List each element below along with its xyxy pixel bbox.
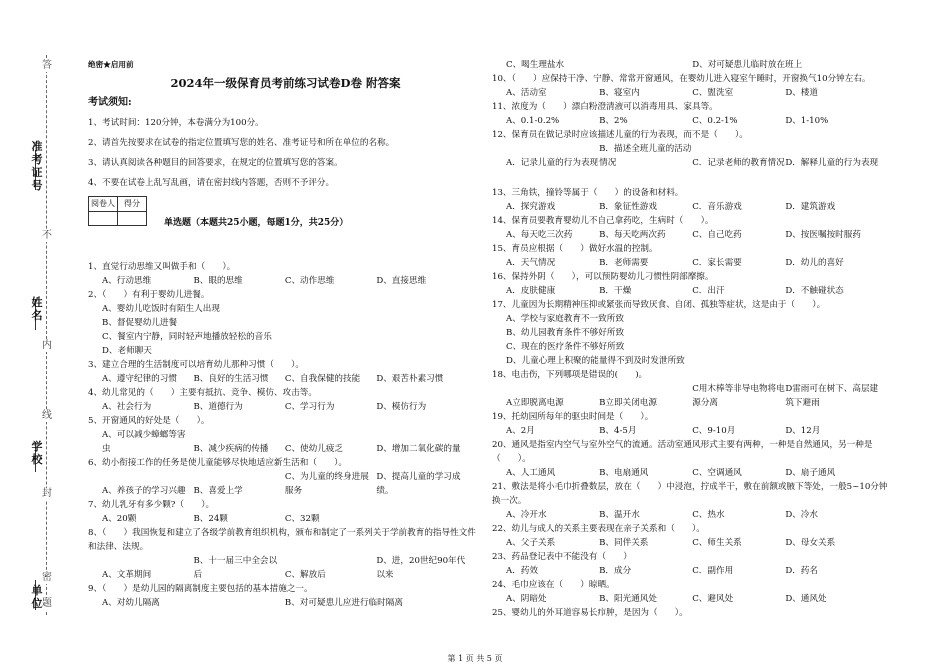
- option-text: D、对可疑患儿临时放在班上: [692, 60, 803, 70]
- option-text: D、进，20世纪90年代以来: [376, 556, 466, 580]
- option-text: A、阴暗处: [506, 594, 547, 604]
- option-text: D、模仿行为: [376, 402, 427, 412]
- question-item: [492, 438, 894, 480]
- option-group: [492, 284, 894, 298]
- option-text: B、眼的思维: [193, 276, 243, 286]
- option-text: B、4-5月: [599, 426, 637, 436]
- option-text: D雷雨可在树下、高层建筑下避雨: [785, 384, 879, 408]
- question-text: 11、浓度为（ ）漂白粉澄清液可以消毒用具、家具等。: [492, 102, 718, 112]
- right-column: [492, 58, 894, 620]
- option-text: A、文革期间: [102, 570, 152, 580]
- notice-heading: 考试须知:: [88, 97, 132, 108]
- option-text: C、32颗: [284, 514, 320, 524]
- secret-label: 绝密★启用前: [88, 60, 134, 69]
- notice-item: 4、不要在试卷上乱写乱画，请在密封线内答题，否则不予评分。: [88, 178, 335, 188]
- question-text: 24、毛巾应该在（ ）晾晒。: [492, 580, 615, 590]
- option-text: A、社会行为: [102, 402, 152, 412]
- option-text: D、楼道: [785, 88, 818, 98]
- notice-item: 3、请认真阅读各种题目的回答要求，在规定的位置填写您的答案。: [88, 158, 343, 168]
- seal-char: 内: [42, 340, 52, 351]
- question-item: [492, 578, 894, 606]
- seal-char: 密: [42, 572, 52, 583]
- option-text: B、24颗: [193, 514, 228, 524]
- option-text: A．记录儿童的行为表现: [506, 158, 599, 168]
- option-group: [88, 274, 483, 288]
- option-group: [88, 512, 483, 526]
- option-text: B、2%: [599, 116, 628, 126]
- option-text: D、增加二氧化碳的量: [376, 444, 461, 454]
- option-text: B．干燥: [599, 286, 632, 296]
- seal-char: 不: [42, 230, 52, 241]
- question-text: 6、幼小衔接工作的任务是使儿童能够尽快地适应新生活和（ ）。: [88, 458, 347, 468]
- option-group: [492, 228, 894, 242]
- option-text: A、可以减少蟑螂等害虫: [102, 430, 186, 454]
- question-item: [88, 582, 483, 610]
- option-text: A．皮肤健康: [506, 286, 556, 296]
- question-item: [88, 456, 483, 498]
- option-text: A．药效: [506, 566, 538, 576]
- option-text: B．成分: [599, 566, 632, 576]
- left-question-list: [88, 260, 483, 610]
- score-table: [88, 196, 147, 226]
- option-group: [492, 142, 894, 170]
- question-text: 4、幼儿常见的（ ）主要有抵抗、竞争、模仿、攻击等。: [88, 388, 317, 398]
- option-text: C、师生关系: [692, 538, 742, 548]
- option-group: [492, 536, 894, 550]
- option-text: A、2月: [506, 426, 535, 436]
- option-text: C．记录老师的教育情况: [692, 158, 785, 168]
- option-text: B、对可疑患儿应进行临时隔离: [284, 598, 403, 608]
- option-group: [492, 382, 894, 410]
- option-text: D、扇子通风: [785, 468, 836, 478]
- question-item: [492, 270, 894, 298]
- option-text: A、学校与家庭教育不一致所致: [506, 314, 624, 324]
- question-item: [88, 260, 483, 288]
- option-text: D、直接思维: [376, 276, 427, 286]
- option-text: B、同伴关系: [599, 538, 649, 548]
- option-text: B．老师需要: [599, 258, 649, 268]
- question-text: 16、保持外阴（ ），可以预防婴幼儿刁惯性阴部摩擦。: [492, 272, 714, 282]
- question-item: [492, 128, 894, 170]
- option-text: B、阳光通风处: [599, 594, 657, 604]
- option-text: B、督促婴幼儿进餐: [102, 318, 178, 328]
- option-text: A、养孩子的学习兴趣: [102, 486, 186, 496]
- grader-header: 阅卷人: [89, 197, 118, 212]
- option-text: A、对幼儿隔离: [102, 598, 160, 608]
- question-text: 10、（ ）应保持干净、宁静、常常开窗通风，在婴幼儿进入寝室午睡时，开窗换气10分钟左右。: [492, 74, 871, 84]
- option-text: C、现在的医疗条件不够好所致: [506, 342, 625, 352]
- question-text: 12、保育员在做记录时应该描述儿童的行为表现，而不是（ ）。: [492, 130, 748, 140]
- option-text: C、盥洗室: [692, 88, 734, 98]
- option-text: B、道德行为: [193, 402, 243, 412]
- spacer: [88, 230, 483, 260]
- option-text: D、提高儿童的学习成绩。: [376, 472, 461, 496]
- school-label: 学校: [31, 440, 43, 466]
- option-text: C．家长需要: [692, 258, 742, 268]
- question-item: [492, 550, 894, 578]
- score-header: 得分: [118, 197, 147, 212]
- option-text: A、20颗: [102, 514, 137, 524]
- option-text: C．副作用: [692, 566, 734, 576]
- option-text: C、避风处: [692, 594, 734, 604]
- option-text: A、遵守纪律的习惯: [102, 374, 177, 384]
- option-text: C、动作思维: [284, 276, 335, 286]
- question-text: 23、药品登记表中不能没有（ ）: [492, 552, 632, 562]
- option-group: [492, 312, 894, 368]
- option-text: C、喝生理盐水: [506, 60, 565, 70]
- option-group: [492, 114, 894, 128]
- option-text: B．描述全班儿童的活动情况: [599, 144, 692, 168]
- option-text: C、解放后: [284, 570, 326, 580]
- question-text: 22、幼儿与成人的关系主要表现在亲子关系和（ ）。: [492, 524, 705, 534]
- option-group: [88, 372, 483, 386]
- option-text: A立即脱离电源: [506, 398, 564, 408]
- name-label: 姓名: [31, 296, 43, 322]
- option-text: C、空调通风: [692, 468, 742, 478]
- seal-char: 题: [42, 598, 52, 609]
- unit-label: 单位: [31, 584, 43, 610]
- option-text: C．出汗: [692, 286, 725, 296]
- question-text: 2、（ ）有利于婴幼儿进餐。: [88, 290, 210, 300]
- question-item: [88, 498, 483, 526]
- option-text: B、寝室内: [599, 88, 640, 98]
- option-group: [492, 564, 894, 578]
- option-text: B、温开水: [599, 510, 640, 520]
- candidate-no-label: 准考证号: [31, 140, 43, 192]
- seal-char: 封: [42, 488, 52, 499]
- option-text: A、冷开水: [506, 510, 547, 520]
- question-text: 14、保育员要教育婴幼儿不自己拿药吃，生病时（ ）。: [492, 216, 714, 226]
- option-text: C、为儿童的终身进展服务: [284, 472, 369, 496]
- option-text: D、老师聊天: [102, 346, 152, 356]
- option-group: [88, 596, 483, 610]
- question-text: 21、敷法是将小毛巾折叠数层，放在（ ）中浸泡，拧成半干，敷在前额或腋下等处，一般5~10分钟换一次。: [492, 482, 888, 506]
- question-item: [492, 368, 894, 410]
- option-text: C、自己吃药: [692, 230, 742, 240]
- question-text: 5、开窗通风的好处是（ ）。: [88, 416, 210, 426]
- option-text: C用木棒等非导电物将电源分离: [692, 384, 785, 408]
- page-title: 2024年一级保育员考前练习试卷D卷 附答案: [170, 76, 401, 90]
- seal-dash-line: [46, 55, 47, 615]
- option-text: C、使幼儿疲乏: [284, 444, 344, 454]
- option-text: C、9-10月: [692, 426, 736, 436]
- option-text: C、餐室内宁静，同时轻声地播放轻松的音乐: [102, 332, 272, 342]
- option-group: [88, 302, 483, 358]
- option-text: B．象征性游戏: [599, 202, 657, 212]
- option-group: [492, 200, 894, 214]
- question-item: [492, 298, 894, 368]
- question-text: 7、幼儿乳牙有多少颗?（ ）。: [88, 500, 215, 510]
- question-text: 13、三角铁，撞铃等属于（ ）的设备和材料。: [492, 188, 684, 198]
- option-text: B、良好的生活习惯: [193, 374, 269, 384]
- option-text: D．幼儿的喜好: [785, 258, 844, 268]
- question-text: 15、育员应根据（ ）做好水温的控制。: [492, 244, 658, 254]
- option-text: A．天气情况: [506, 258, 556, 268]
- option-text: B、十一届三中全会以后: [193, 556, 278, 580]
- binding-strip: [0, 0, 72, 671]
- question-text: 9、（ ）是幼儿园的隔离制度主要包括的基本措施之一。: [88, 584, 313, 594]
- option-text: C．音乐游戏: [692, 202, 742, 212]
- option-text: B、电扇通风: [599, 468, 649, 478]
- question-item: [492, 58, 894, 72]
- option-text: C、0.2-1%: [692, 116, 738, 126]
- option-group: [492, 58, 894, 72]
- option-text: B立即关闭电源: [599, 398, 657, 408]
- option-group: [492, 592, 894, 606]
- option-text: D．建筑游戏: [785, 202, 836, 212]
- option-text: B、每天吃两次药: [599, 230, 666, 240]
- option-text: C、学习行为: [284, 402, 335, 412]
- question-item: [88, 358, 483, 386]
- notice-item: 2、请首先按要求在试卷的指定位置填写您的姓名、准考证号和所在单位的名称。: [88, 138, 395, 148]
- section-header: [88, 196, 483, 230]
- question-item: [492, 522, 894, 550]
- option-text: D．解释儿童的行为表现: [785, 158, 879, 168]
- question-item: [88, 414, 483, 456]
- right-question-list: [492, 58, 894, 620]
- question-text: 1、直觉行动思维又叫做手和（ ）。: [88, 262, 236, 272]
- option-text: A、人工通风: [506, 468, 556, 478]
- option-text: A、活动室: [506, 88, 547, 98]
- option-text: A、父子关系: [506, 538, 556, 548]
- option-text: D．不触碰状态: [785, 286, 844, 296]
- option-group: [492, 86, 894, 100]
- option-text: A、0.1-0.2%: [506, 116, 560, 126]
- grader-cell: [89, 212, 118, 226]
- option-group: [88, 554, 483, 582]
- question-item: [492, 214, 894, 242]
- option-text: A、行动思维: [102, 276, 152, 286]
- question-text: 20、通风是指室内空气与室外空气的流通。活动室通风形式主要有两种，一种是自然通风，另一种是（ ）。: [492, 440, 873, 464]
- option-text: C、自我保健的技能: [284, 374, 361, 384]
- option-text: D．药名: [785, 566, 818, 576]
- question-text: 3、建立合理的生活制度可以培育幼儿那种习惯（ ）。: [88, 360, 305, 370]
- notice-item: 1、考试时间：120分钟，本卷满分为100分。: [88, 118, 264, 128]
- question-item: [88, 386, 483, 414]
- seal-char: 答: [42, 60, 52, 71]
- option-group: [88, 428, 483, 456]
- option-group: [88, 470, 483, 498]
- option-text: B、减少疾病的传播: [193, 444, 269, 454]
- question-item: [492, 100, 894, 128]
- option-text: A、婴幼儿吃饭时有陌生人出现: [102, 304, 220, 314]
- option-text: B、喜爱上学: [193, 486, 243, 496]
- question-text: 18、电击伤，下列哪项是错误的( )。: [492, 370, 648, 380]
- option-text: D、母女关系: [785, 538, 836, 548]
- option-text: A、每天吃三次药: [506, 230, 573, 240]
- question-text: 19、托幼园所每年的驱虫时间是（ ）。: [492, 412, 654, 422]
- option-text: D、儿童心理上积聚的能量得不到及时发泄所致: [506, 356, 685, 366]
- option-group: [492, 508, 894, 522]
- option-text: B、幼儿园教育条件不够好所致: [506, 328, 625, 338]
- question-item: [492, 480, 894, 522]
- question-item: [88, 526, 483, 582]
- section-title: 单选题（本题共25小题，每题1分，共25分）: [164, 218, 349, 228]
- question-item: [492, 242, 894, 270]
- seal-char: 线: [42, 410, 52, 421]
- question-item: [492, 606, 894, 620]
- question-item: [492, 410, 894, 438]
- option-group: [88, 400, 483, 414]
- option-text: D、冷水: [785, 510, 818, 520]
- option-text: D、艰苦朴素习惯: [376, 374, 444, 384]
- option-group: [492, 256, 894, 270]
- option-text: C、热水: [692, 510, 725, 520]
- question-item: [492, 186, 894, 214]
- option-group: [492, 466, 894, 480]
- option-text: D、按医嘱按时服药: [785, 230, 861, 240]
- option-group: [492, 424, 894, 438]
- option-text: D、12月: [785, 426, 821, 436]
- option-text: D、通风处: [785, 594, 827, 604]
- page-footer: 第 1 页 共 5 页: [447, 654, 503, 663]
- option-text: D、1-10%: [785, 116, 829, 126]
- option-text: A．探究游戏: [506, 202, 556, 212]
- question-text: 25、婴幼儿的外耳道容易长疖肿，是因为（ ）。: [492, 608, 688, 618]
- left-column: [88, 58, 483, 610]
- question-text: 8、（ ）我国恢复和建立了各级学前教育组织机构，颁布和制定了一系列关于学前教育的指导性文件和法律、法规。: [88, 528, 476, 552]
- question-item: [492, 72, 894, 100]
- question-item: [88, 288, 483, 358]
- question-text: 17、儿童因为长期精神压抑或紧张而导致厌食、自闭、孤独等症状，这是由于（ ）。: [492, 300, 826, 310]
- score-cell: [118, 212, 147, 226]
